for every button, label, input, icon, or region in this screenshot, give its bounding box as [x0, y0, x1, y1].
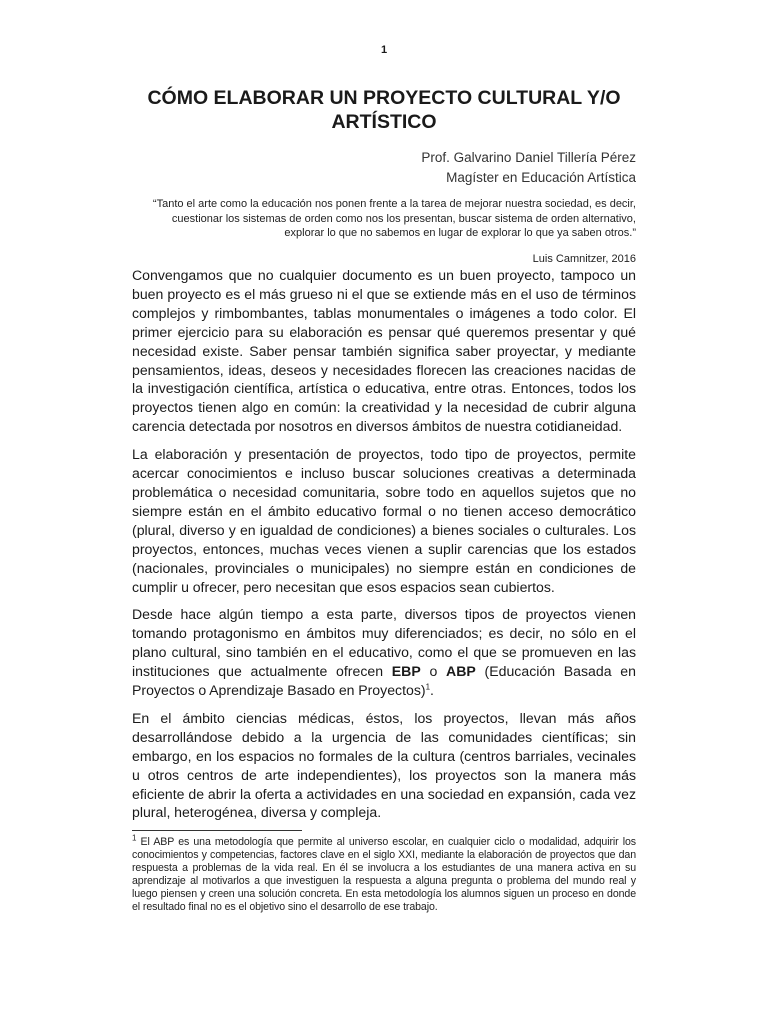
abp-term: ABP	[446, 663, 476, 680]
epigraph-source: Luis Camnitzer, 2016	[532, 253, 636, 265]
paragraph-3-text-a: Desde hace algún tiempo a esta parte, diversos tipos de proyectos vienen tomando protagonismo en ámbitos muy diferenciados; es decir, no sólo en el plano cultural, sino también en el educativo, como el que se promueven en las instituciones que actualmente ofrecen	[132, 606, 636, 680]
footnote	[132, 833, 636, 915]
paragraph-3	[132, 605, 636, 700]
body-text	[132, 266, 636, 831]
footnote-reference[interactable]: 1	[425, 682, 431, 692]
ebp-term: EBP	[391, 663, 421, 680]
paragraph-3-text-c: (Educación Basada en Proyectos o Aprendizaje Basado en Proyectos)	[132, 663, 636, 699]
paragraph-4: En el ámbito ciencias médicas, éstos, los proyectos, llevan más años desarrollándose debido a la urgencia de las comunidades científicas; sin embargo, en los espacios no formales de la cultura (centros barriales, vecinales u otros centros de arte independientes), los proyectos son la manera más eficiente de abrir la oferta a actividades en una sociedad en expansión, cada vez plural, heterogénea, diversa y compleja.	[132, 709, 636, 821]
epigraph-quote: “Tanto el arte como la educación nos ponen frente a la tarea de mejorar nuestra sociedad, es decir, cuestionar los sistemas de orden como nos los presentan, buscar sistema de orden alternativo, explorar lo que no sabemos en lugar de explorar lo que ya saben otros.”	[152, 198, 636, 239]
paragraph-3-text-d: .	[430, 682, 434, 699]
footnote-text: El ABP es una metodología que permite al universo escolar, en cualquier ciclo o modalidad, adquirir los conocimientos y competencias, factores clave en el siglo XXI, mediante la elaboración de proyectos que dan respuesta a problemas de la vida real. En él se involucra a los estudiantes de una manera activa en su aprendizaje al motivarlos a que investiguen la respuesta a alguna pregunta o problema del mundo real y luego piensen y creen una solución concreta. En esta metodología los alumnos siguen un proceso en donde el resultado final no es el objetivo sino el desarrollo de ese trabajo.	[132, 836, 636, 914]
paragraph-2: La elaboración y presentación de proyectos, todo tipo de proyectos, permite acercar conocimientos e incluso buscar soluciones creativas a determinada problemática o necesidad comunitaria, sobre todo en aquellos sujetos que no siempre están en el ámbito educativo formal o no tienen acceso democrático (plural, diverso y en igualdad de condiciones) a bienes sociales o culturales. Los proyectos, entonces, muchas veces vienen a suplir carencias que los estados (nacionales, provinciales o municipales) no siempre están en condiciones de cumplir u ofrecer, pero necesitan que esos espacios sean cubiertos.	[132, 446, 636, 595]
paragraph-1: Convengamos que no cualquier documento es un buen proyecto, tampoco un buen proyecto es el más grueso ni el que se extiende más en el uso de términos complejos y rimbombantes, tablas monumentales o imágenes a todo color. El primer ejercicio para su elaboración es pensar qué queremos presentar y qué necesidad existe. Saber pensar también significa saber proyectar, y mediante pensamientos, ideas, deseos y necesidades florecen las creaciones nacidas de la investigación científica, artística o educativa, entre otras. Entonces, todos los proyectos tienen algo en común: la creatividad y la necesidad de cubrir alguna carencia detectada por nosotros en diversos ámbitos de nuestra cotidianeidad.	[132, 267, 636, 435]
author-degree: Magíster en Educación Artística	[446, 170, 636, 185]
page-number: 1	[380, 44, 388, 56]
footnote-divider	[132, 830, 302, 831]
author-block	[421, 148, 636, 188]
footnote-marker: 1	[132, 833, 137, 843]
author-name: Prof. Galvarino Daniel Tillería Pérez	[421, 150, 636, 165]
paragraph-3-text-b: o	[420, 663, 447, 680]
document-title: CÓMO ELABORAR UN PROYECTO CULTURAL Y/O ARTÍSTICO	[147, 87, 621, 133]
